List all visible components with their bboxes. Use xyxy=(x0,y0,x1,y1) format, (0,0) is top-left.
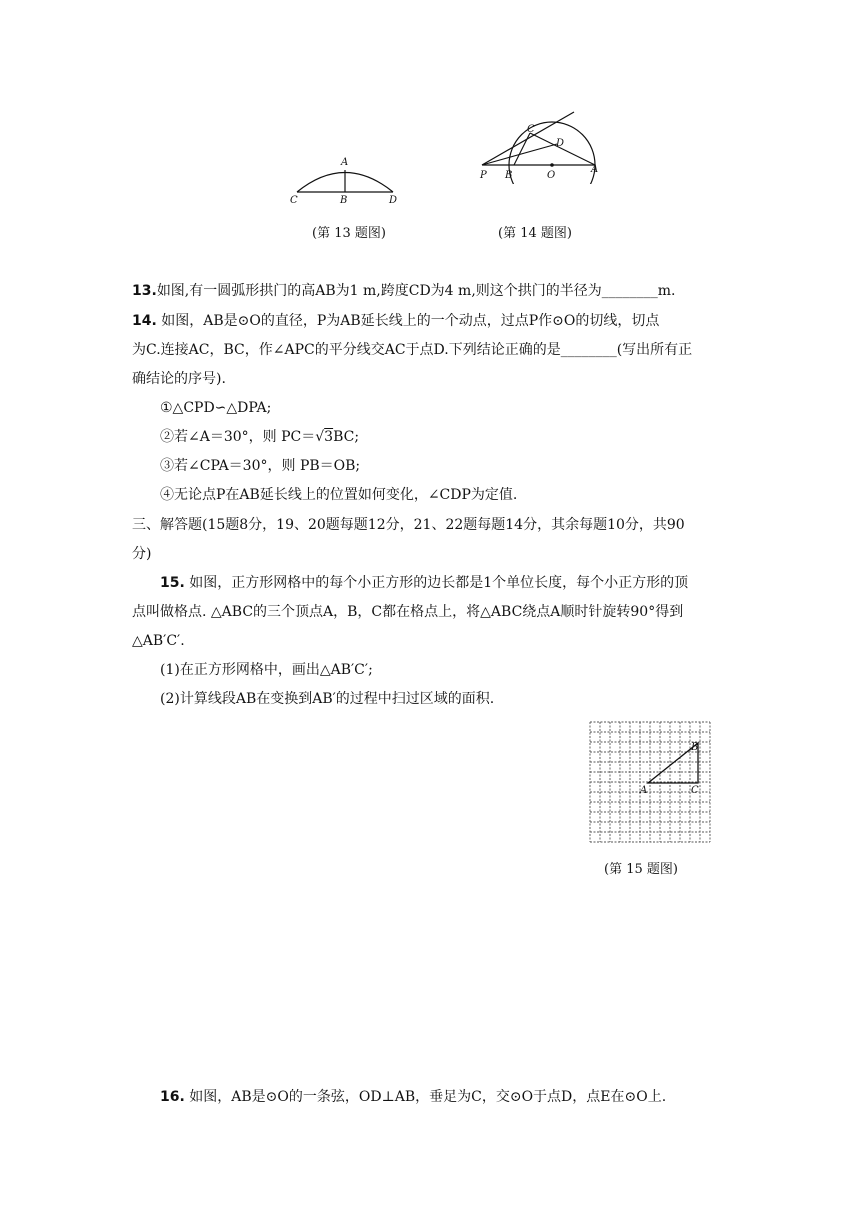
question-15-line-1 xyxy=(160,573,760,593)
section-3-header-line-2: 分) xyxy=(132,546,152,562)
label-b: B xyxy=(691,742,699,753)
option-2-suffix: BC; xyxy=(333,429,360,445)
label-c: C xyxy=(691,785,699,796)
label-o: O xyxy=(547,170,556,181)
section-3-header-line-1: 三、解答题(15题8分，19、20题每题12分，21、22题每题14分，其余每题10分，共90 xyxy=(132,517,685,533)
question-14-line-3: 确结论的序号). xyxy=(132,371,226,387)
label-a: A xyxy=(341,157,349,168)
question-14-text-1: 如图，AB是⊙O的直径，P为AB延长线上的一个动点，过点P作⊙O的切线，切点 xyxy=(161,313,660,329)
question-15-number: 15. xyxy=(160,575,185,591)
question-16-number: 16. xyxy=(160,1089,185,1105)
label-a: A xyxy=(591,164,599,175)
label-b: B xyxy=(340,195,348,206)
question-14-line-2: 为C.连接AC，BC，作∠APC的平分线交AC于点D.下列结论正确的是________(写出所有正 xyxy=(132,342,693,358)
label-c: C xyxy=(290,195,298,206)
label-a: A xyxy=(640,785,648,796)
question-16 xyxy=(160,1087,760,1107)
question-14-option-2 xyxy=(160,427,760,447)
figure-13-arch xyxy=(285,155,405,207)
question-13-text: 如图,有一圆弧形拱门的高AB为1 m,跨度CD为4 m,则这个拱门的半径为________m. xyxy=(156,283,676,299)
label-d: D xyxy=(556,138,565,149)
question-15-text-1: 如图，正方形网格中的每个小正方形的边长都是1个单位长度，每个小正方形的顶 xyxy=(189,575,689,591)
center-point-o xyxy=(550,163,554,167)
sqrt-symbol: √ xyxy=(315,429,325,445)
question-13 xyxy=(132,281,732,301)
question-14-option-4: ④无论点P在AB延长线上的位置如何变化，∠CDP为定值. xyxy=(160,487,518,503)
question-13-number: 13. xyxy=(132,283,157,299)
question-15-sub-2: (2)计算线段AB在变换到AB′的过程中扫过区域的面积. xyxy=(160,691,495,707)
segment-cb xyxy=(514,133,530,165)
question-14-line-1 xyxy=(132,311,732,331)
question-15-sub-1: (1)在正方形网格中，画出△AB′C′; xyxy=(160,662,373,678)
label-d: D xyxy=(389,195,398,206)
question-14-option-3: ③若∠CPA＝30°，则 PB＝OB; xyxy=(160,458,361,474)
label-c: C xyxy=(527,124,535,135)
figure-13-caption: (第 13 题图) xyxy=(312,226,386,241)
question-15-line-2: 点叫做格点. △ABC的三个顶点A，B，C都在格点上，将△ABC绕点A顺时针旋转90°得到 xyxy=(132,604,684,620)
option-2-prefix: ②若∠A＝30°，则 PC＝ xyxy=(160,429,316,445)
question-16-text: 如图，AB是⊙O的一条弦，OD⊥AB，垂足为C，交⊙O于点D，点E在⊙O上. xyxy=(189,1089,667,1105)
question-15-line-3: △AB′C′. xyxy=(132,633,185,649)
figure-15-caption: (第 15 题图) xyxy=(604,862,678,877)
label-p: P xyxy=(480,170,487,181)
question-14-option-1: ①△CPD∽△DPA; xyxy=(160,400,272,416)
figure-14-circle xyxy=(472,108,612,184)
sqrt-radicand: 3 xyxy=(324,429,334,445)
label-b: B xyxy=(505,170,513,181)
figure-15-grid xyxy=(588,720,712,844)
figure-14-caption: (第 14 题图) xyxy=(498,226,572,241)
question-14-number: 14. xyxy=(132,313,157,329)
